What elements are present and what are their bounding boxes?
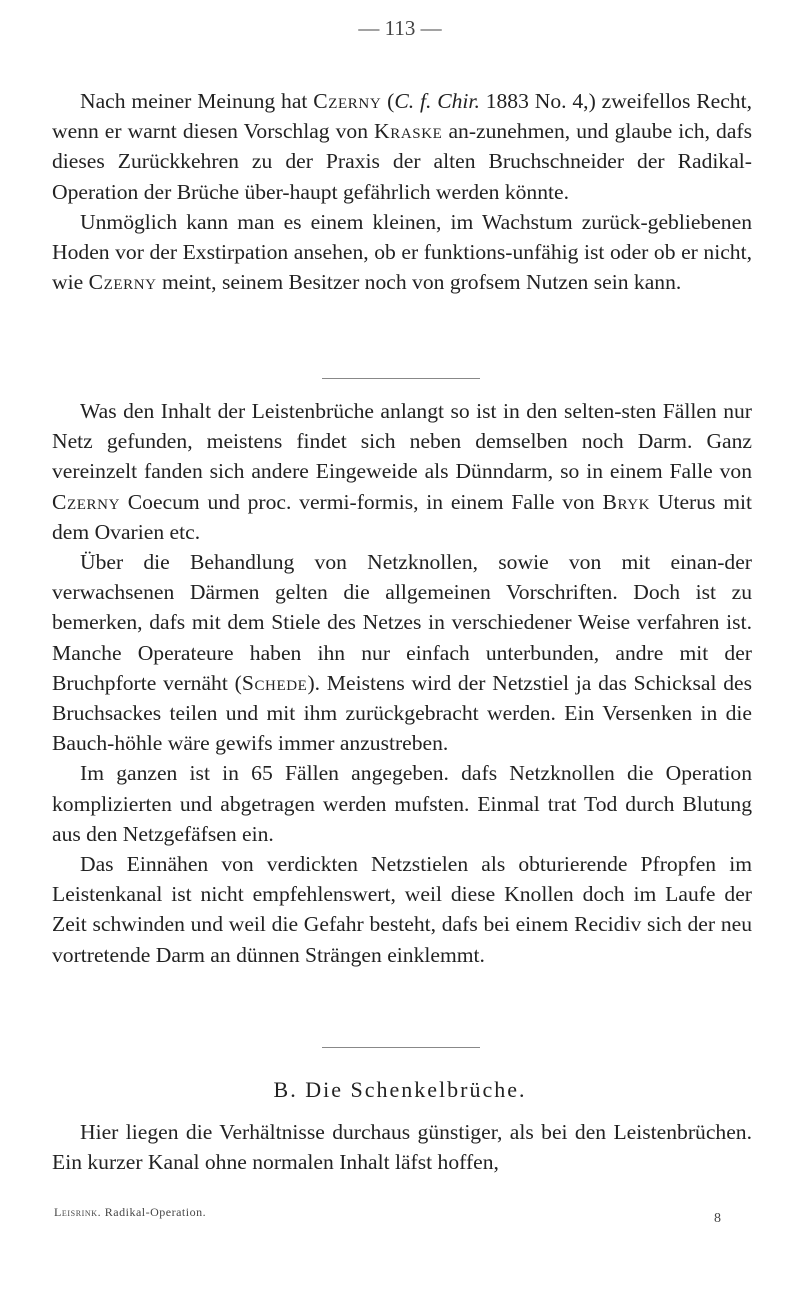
- paragraph-4: Über die Behandlung von Netzknollen, sowie von mit einan-der verwachsenen Därmen gelten die allgemeinen Vorschriften. Doch ist zu bemerken, dafs mit dem Stiele des Netzes in verschiedener Weise verfahren ist. Manche Operateure haben ihn nur einfach unterbunden, andre mit der Bruchpforte vernäht (Schede). Meistens wird der Netzstiel ja das Schicksal des Bruchsackes teilen und mit ihm zurückgebracht werden. Ein Versenken in die Bauch-höhle wäre gewifs immer anzustreben.: [52, 550, 752, 756]
- section-divider: [322, 378, 480, 379]
- paragraph-3: Was den Inhalt der Leistenbrüche anlangt so ist in den selten-sten Fällen nur Netz gefunden, meistens findet sich neben demselben noch Darm. Ganz vereinzelt fanden sich andere Eingeweide als Dünndarm, so in einem Falle von Czerny Coecum und proc. vermi-formis, in einem Falle von Bryk Uterus mit dem Ovarien etc.: [52, 399, 752, 544]
- author-bryk: Bryk: [602, 489, 651, 514]
- text-block-bottom: [52, 1117, 752, 1177]
- text-block-top: [52, 86, 752, 297]
- signature-mark: 8: [714, 1211, 722, 1226]
- footer: [54, 1205, 754, 1226]
- text-block-middle: [52, 396, 752, 970]
- page-number: — 113 —: [358, 16, 442, 40]
- author-czerny: Czerny: [88, 270, 157, 295]
- paragraph-6: Das Einnähen von verdickten Netzstielen als obturierende Pfropfen im Leistenkanal ist nicht empfehlenswert, weil diese Knollen doch im Laufe der Zeit schwinden und weil die Gefahr besteht, dafs bei einem Recidiv sich der neu vortretende Darm an dünnen Strängen einklemmt.: [52, 852, 752, 967]
- author-czerny: Czerny: [52, 489, 120, 514]
- footer-author: Leisrink.: [54, 1205, 102, 1219]
- author-czerny: Czerny: [313, 89, 382, 113]
- paragraph-7: Hier liegen die Verhältnisse durchaus günstiger, als bei den Leistenbrüchen. Ein kurzer Kanal ohne normalen Inhalt läfst hoffen,: [52, 1120, 752, 1175]
- author-kraske: Kraske: [374, 119, 443, 144]
- paragraph-5: Im ganzen ist in 65 Fällen angegeben. dafs Netzknollen die Operation komplizierten und abgetragen werden mufsten. Einmal trat Tod durch Blutung aus den Netzgefäfsen ein.: [52, 761, 752, 846]
- section-heading: B. Die Schenkelbrüche.: [273, 1077, 527, 1102]
- author-schede: Schede: [241, 670, 308, 695]
- citation: C. f. Chir.: [394, 89, 480, 113]
- section-divider: [322, 1047, 480, 1048]
- paragraph-2: Unmöglich kann man es einem kleinen, im Wachstum zurück-gebliebenen Hoden vor der Exstirpation ansehen, ob er funktions-unfähig ist oder ob er nicht, wie Czerny meint, seinem Besitzer noch von grofsem Nutzen sein kann.: [52, 209, 752, 295]
- footer-title: Radikal-Operation.: [104, 1205, 207, 1219]
- paragraph-1: Nach meiner Meinung hat Czerny (C. f. Chir. 1883 No. 4,) zweifellos Recht, wenn er warnt diesen Vorschlag von Kraske an-zunehmen, und glaube ich, dafs dieses Zurückkehren zu der Praxis der alten Bruchschneider der Radikal-Operation der Brüche über-haupt gefährlich werden könnte.: [52, 89, 753, 204]
